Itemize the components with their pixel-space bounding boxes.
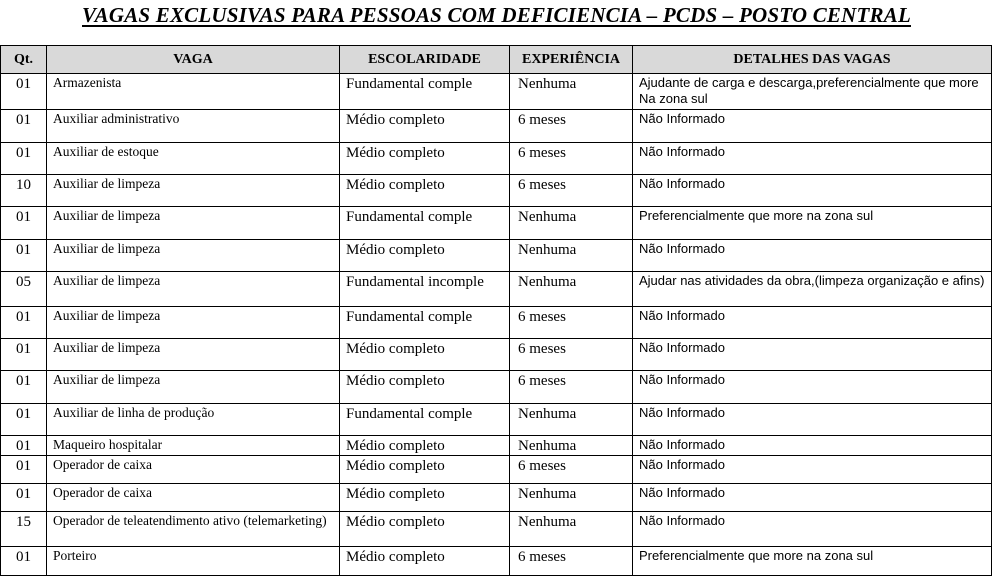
cell-qt: 05	[1, 272, 47, 307]
cell-qt: 01	[1, 436, 47, 456]
cell-vaga: Auxiliar de limpeza	[47, 240, 340, 272]
cell-escolaridade: Médio completo	[340, 339, 510, 371]
cell-detalhes: Não Informado	[633, 371, 992, 404]
table-row	[1, 307, 992, 339]
cell-vaga: Auxiliar de linha de produção	[47, 404, 340, 436]
cell-detalhes: Não Informado	[633, 484, 992, 512]
cell-qt: 15	[1, 512, 47, 547]
table-row	[1, 512, 992, 547]
cell-qt: 10	[1, 175, 47, 207]
cell-escolaridade: Médio completo	[340, 110, 510, 143]
cell-qt: 01	[1, 339, 47, 371]
cell-qt: 01	[1, 143, 47, 175]
cell-detalhes: Ajudar nas atividades da obra,(limpeza organização e afins)	[633, 272, 992, 307]
cell-qt: 01	[1, 307, 47, 339]
cell-vaga: Auxiliar de limpeza	[47, 272, 340, 307]
table-row	[1, 272, 992, 307]
cell-detalhes: Não Informado	[633, 143, 992, 175]
table-row	[1, 339, 992, 371]
cell-experiencia: 6 meses	[510, 110, 633, 143]
cell-escolaridade: Médio completo	[340, 436, 510, 456]
table-row	[1, 547, 992, 576]
table-row	[1, 456, 992, 484]
table-row	[1, 74, 992, 110]
table-row	[1, 143, 992, 175]
cell-experiencia: Nenhuma	[510, 484, 633, 512]
cell-vaga: Auxiliar de limpeza	[47, 307, 340, 339]
table-header-row	[1, 46, 992, 74]
cell-experiencia: Nenhuma	[510, 74, 633, 110]
cell-vaga: Auxiliar de limpeza	[47, 207, 340, 240]
cell-vaga: Operador de teleatendimento ativo (telemarketing)	[47, 512, 340, 547]
page-title: VAGAS EXCLUSIVAS PARA PESSOAS COM DEFICIENCIA – PCDS – POSTO CENTRAL	[82, 3, 911, 27]
table-row	[1, 175, 992, 207]
cell-vaga: Armazenista	[47, 74, 340, 110]
cell-detalhes: Não Informado	[633, 307, 992, 339]
cell-vaga: Operador de caixa	[47, 484, 340, 512]
cell-qt: 01	[1, 404, 47, 436]
cell-vaga: Auxiliar de limpeza	[47, 371, 340, 404]
cell-escolaridade: Fundamental comple	[340, 207, 510, 240]
table-row	[1, 404, 992, 436]
cell-qt: 01	[1, 110, 47, 143]
cell-escolaridade: Médio completo	[340, 547, 510, 576]
cell-escolaridade: Médio completo	[340, 143, 510, 175]
cell-vaga: Porteiro	[47, 547, 340, 576]
cell-escolaridade: Médio completo	[340, 456, 510, 484]
table-row	[1, 207, 992, 240]
cell-escolaridade: Médio completo	[340, 175, 510, 207]
cell-vaga: Auxiliar de estoque	[47, 143, 340, 175]
cell-qt: 01	[1, 240, 47, 272]
cell-detalhes: Não Informado	[633, 512, 992, 547]
cell-experiencia: Nenhuma	[510, 240, 633, 272]
table-body	[1, 74, 992, 576]
cell-detalhes: Ajudante de carga e descarga,preferencialmente que more Na zona sul	[633, 74, 992, 110]
cell-qt: 01	[1, 547, 47, 576]
cell-qt: 01	[1, 207, 47, 240]
cell-escolaridade: Médio completo	[340, 240, 510, 272]
cell-vaga: Auxiliar administrativo	[47, 110, 340, 143]
cell-escolaridade: Médio completo	[340, 371, 510, 404]
cell-detalhes: Não Informado	[633, 456, 992, 484]
header-vaga: VAGA	[47, 46, 340, 74]
vacancies-table	[0, 45, 992, 576]
table-row	[1, 110, 992, 143]
header-escolaridade: ESCOLARIDADE	[340, 46, 510, 74]
table-row	[1, 371, 992, 404]
cell-experiencia: 6 meses	[510, 456, 633, 484]
header-detalhes: DETALHES DAS VAGAS	[633, 46, 992, 74]
table-row	[1, 240, 992, 272]
cell-experiencia: Nenhuma	[510, 404, 633, 436]
cell-detalhes: Não Informado	[633, 339, 992, 371]
cell-experiencia: 6 meses	[510, 175, 633, 207]
cell-experiencia: 6 meses	[510, 547, 633, 576]
cell-escolaridade: Fundamental comple	[340, 404, 510, 436]
cell-qt: 01	[1, 371, 47, 404]
header-experiencia: EXPERIÊNCIA	[510, 46, 633, 74]
header-qt: Qt.	[1, 46, 47, 74]
cell-experiencia: Nenhuma	[510, 436, 633, 456]
table-row	[1, 484, 992, 512]
cell-vaga: Auxiliar de limpeza	[47, 175, 340, 207]
cell-escolaridade: Fundamental comple	[340, 74, 510, 110]
cell-qt: 01	[1, 74, 47, 110]
cell-experiencia: Nenhuma	[510, 512, 633, 547]
cell-vaga: Maqueiro hospitalar	[47, 436, 340, 456]
cell-vaga: Operador de caixa	[47, 456, 340, 484]
cell-escolaridade: Médio completo	[340, 484, 510, 512]
cell-vaga: Auxiliar de limpeza	[47, 339, 340, 371]
cell-experiencia: 6 meses	[510, 371, 633, 404]
cell-qt: 01	[1, 484, 47, 512]
cell-escolaridade: Fundamental incomple	[340, 272, 510, 307]
cell-experiencia: 6 meses	[510, 143, 633, 175]
cell-experiencia: 6 meses	[510, 339, 633, 371]
cell-detalhes: Não Informado	[633, 175, 992, 207]
table-row	[1, 436, 992, 456]
cell-escolaridade: Fundamental comple	[340, 307, 510, 339]
cell-escolaridade: Médio completo	[340, 512, 510, 547]
cell-detalhes: Não Informado	[633, 110, 992, 143]
cell-experiencia: Nenhuma	[510, 272, 633, 307]
cell-detalhes: Preferencialmente que more na zona sul	[633, 207, 992, 240]
cell-detalhes: Não Informado	[633, 404, 992, 436]
cell-experiencia: Nenhuma	[510, 207, 633, 240]
cell-detalhes: Não Informado	[633, 436, 992, 456]
cell-detalhes: Não Informado	[633, 240, 992, 272]
cell-qt: 01	[1, 456, 47, 484]
cell-experiencia: 6 meses	[510, 307, 633, 339]
cell-detalhes: Preferencialmente que more na zona sul	[633, 547, 992, 576]
